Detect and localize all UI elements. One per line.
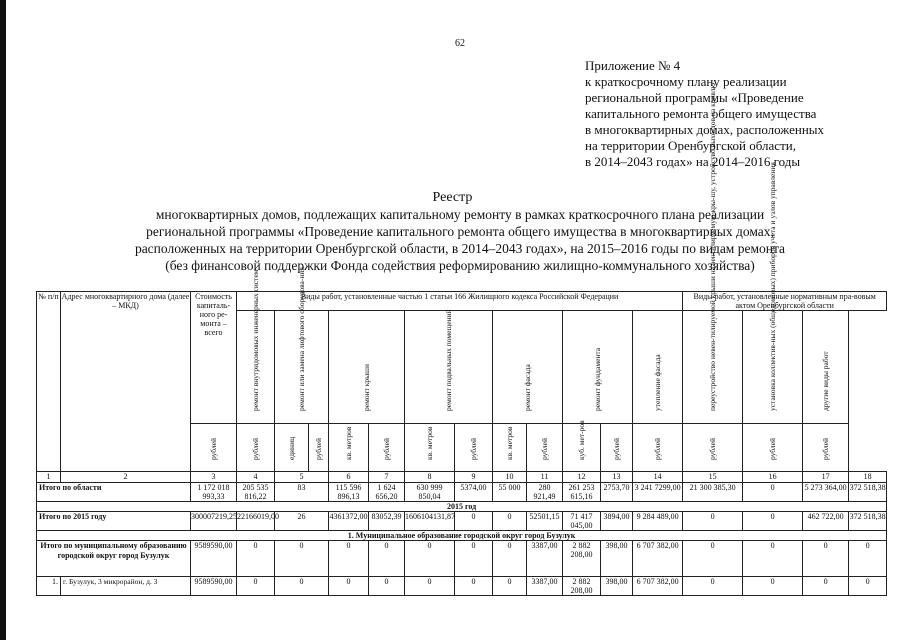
row-label: Итого по 2015 году bbox=[37, 512, 191, 531]
value-cell: 398,00 bbox=[601, 541, 633, 577]
header-work-other: другие виды работ bbox=[803, 311, 849, 424]
value-cell: 83052,39 bbox=[369, 512, 405, 531]
section-row bbox=[37, 531, 887, 541]
unit-label: рублей bbox=[191, 424, 237, 472]
value-cell: 0 bbox=[803, 541, 849, 577]
unit-label: рублей bbox=[601, 424, 633, 472]
header-work-elevator: ремонт или замена лифтового оборудова-ния bbox=[275, 311, 329, 424]
row-label: Итого по муниципальному образованию городской округ город Бузулук bbox=[37, 541, 191, 577]
unit-label: рублей bbox=[369, 424, 405, 472]
value-cell: 0 bbox=[683, 541, 743, 577]
registry-title: Реестр bbox=[432, 190, 473, 205]
value-cell: 21 300 385,30 bbox=[683, 483, 743, 502]
value-cell: 6 707 382,00 bbox=[633, 541, 683, 577]
unit-label: рублей bbox=[455, 424, 493, 472]
value-cell: 0 bbox=[455, 541, 493, 577]
value-cell: 0 bbox=[237, 541, 275, 577]
registry-subtitle-line: (без финансовой поддержки Фонда содействия реформированию жилищно-коммунального хозяйства) bbox=[165, 258, 755, 273]
header-work-basement: ремонт подвальных помещений bbox=[405, 311, 493, 424]
column-number: 16 bbox=[743, 472, 803, 483]
value-cell: 462 722,00 bbox=[803, 512, 849, 531]
header-group-regional: Виды работ, установленные нормативным пра-вовым актом Оренбургской области bbox=[683, 292, 887, 311]
header-work-foundation: ремонт фундамента bbox=[563, 311, 633, 424]
value-cell: 83 bbox=[275, 483, 329, 502]
value-cell: 0 bbox=[237, 577, 275, 596]
value-cell: 71 417 045,00 bbox=[563, 512, 601, 531]
registry-subtitle-line: расположенных на территории Оренбургской области, в 2014–2043 годах», на 2015–2016 годы по видам ремонта bbox=[134, 241, 786, 256]
table-row bbox=[37, 577, 887, 596]
unit-label: рублей bbox=[237, 424, 275, 472]
header-work-facade: ремонт фасада bbox=[493, 311, 563, 424]
value-cell: 115 596 896,13 bbox=[329, 483, 369, 502]
appendix-line: в многоквартирных домах, расположенных bbox=[585, 122, 825, 137]
value-cell: 0 bbox=[849, 541, 887, 577]
column-number: 11 bbox=[527, 472, 563, 483]
value-cell: 0 bbox=[275, 577, 329, 596]
value-cell: 22166019,00 bbox=[237, 512, 275, 531]
header-work-roof: ремонт крыши bbox=[329, 311, 405, 424]
value-cell: 1 624 656,20 bbox=[369, 483, 405, 502]
value-cell: 0 bbox=[369, 541, 405, 577]
registry-subtitle-line: региональной программы «Проведение капитального ремонта общего имущества в многоквартирных домах, bbox=[146, 224, 774, 239]
unit-label: рублей bbox=[803, 424, 849, 472]
value-cell: 300007219,25 bbox=[191, 512, 237, 531]
value-cell: 2 882 208,00 bbox=[563, 541, 601, 577]
section-title: 1. Муниципальное образование городской округ город Бузулук bbox=[37, 531, 887, 541]
year-row bbox=[37, 502, 887, 512]
header-address: Адрес многоквартирного дома (далее – МКД) bbox=[61, 292, 191, 472]
header-group-housing-code: Виды работ, установленные частью 1 статьи 166 Жилищного кодекса Российской Федерации bbox=[237, 292, 683, 311]
row-label: Итого по области bbox=[37, 483, 191, 502]
value-cell: 0 bbox=[329, 541, 369, 577]
value-cell: 6 707 382,00 bbox=[633, 577, 683, 596]
value-cell: 0 bbox=[369, 577, 405, 596]
value-cell: 261 253 615,16 bbox=[563, 483, 601, 502]
value-cell: 0 bbox=[743, 512, 803, 531]
value-cell: 26 bbox=[275, 512, 329, 531]
value-cell: 1606104131,87 bbox=[405, 512, 455, 531]
value-cell: 0 bbox=[803, 577, 849, 596]
unit-label: рублей bbox=[633, 424, 683, 472]
appendix-line: капитального ремонта общего имущества bbox=[585, 106, 817, 121]
value-cell: 0 bbox=[275, 541, 329, 577]
total-municipality-row bbox=[37, 541, 887, 577]
column-number: 12 bbox=[563, 472, 601, 483]
value-cell: 398,00 bbox=[601, 577, 633, 596]
page-number: 62 bbox=[455, 38, 465, 49]
unit-label: рублей bbox=[527, 424, 563, 472]
column-number: 13 bbox=[601, 472, 633, 483]
value-cell: 630 999 850,04 bbox=[405, 483, 455, 502]
value-cell: 372 518,38 bbox=[849, 512, 887, 531]
header-num: № п/п bbox=[37, 292, 61, 472]
value-cell: 0 bbox=[743, 541, 803, 577]
column-number: 2 bbox=[61, 472, 191, 483]
header-work-engineering: ремонт внутридомовых инженерных систем bbox=[237, 311, 275, 424]
value-cell: 0 bbox=[405, 541, 455, 577]
value-cell: 3387,00 bbox=[527, 541, 563, 577]
column-number: 1 bbox=[37, 472, 61, 483]
appendix-line: в 2014–2043 годах» на 2014–2016 годы bbox=[585, 154, 801, 169]
column-number: 3 bbox=[191, 472, 237, 483]
unit-label: рублей bbox=[683, 424, 743, 472]
value-cell: 0 bbox=[683, 577, 743, 596]
value-cell: 2 882 208,00 bbox=[563, 577, 601, 596]
unit-label: кв. метров bbox=[329, 424, 369, 472]
unit-label: рублей bbox=[743, 424, 803, 472]
column-number: 8 bbox=[405, 472, 455, 483]
row-address: г. Бузулук, 3 микрорайон, д. 3 bbox=[61, 577, 191, 596]
appendix-line: Приложение № 4 bbox=[585, 58, 681, 73]
value-cell: 9 284 489,00 bbox=[633, 512, 683, 531]
header-work-insulation: утепление фасада bbox=[633, 311, 683, 424]
value-cell: 3387,00 bbox=[527, 577, 563, 596]
appendix-line: к краткосрочному плану реализации bbox=[585, 74, 787, 89]
unit-label: единиц bbox=[275, 424, 309, 472]
value-cell: 0 bbox=[455, 577, 493, 596]
value-cell: 205 535 816,22 bbox=[237, 483, 275, 502]
column-numbers-row bbox=[37, 472, 887, 483]
header-cost: Стоимость капиталь-ного ре-монта – всего bbox=[191, 292, 237, 424]
value-cell: 5374,00 bbox=[455, 483, 493, 502]
year-label: 2015 год bbox=[37, 502, 887, 512]
column-number: 6 bbox=[329, 472, 369, 483]
column-number: 7 bbox=[369, 472, 405, 483]
value-cell: 0 bbox=[405, 577, 455, 596]
registry-subtitle bbox=[60, 206, 860, 274]
scan-edge-bar bbox=[0, 0, 6, 640]
value-cell: 0 bbox=[683, 512, 743, 531]
column-number: 4 bbox=[237, 472, 275, 483]
column-number: 15 bbox=[683, 472, 743, 483]
value-cell: 1 172 018 993,33 bbox=[191, 483, 237, 502]
value-cell: 0 bbox=[743, 483, 803, 502]
value-cell: 0 bbox=[493, 541, 527, 577]
total-2015-row bbox=[37, 512, 887, 531]
row-number: 1. bbox=[37, 577, 61, 596]
value-cell: 3894,00 bbox=[601, 512, 633, 531]
unit-label: куб. мет-ров bbox=[563, 424, 601, 472]
column-number: 9 bbox=[455, 472, 493, 483]
value-cell: 0 bbox=[743, 577, 803, 596]
appendix-line: региональной программы «Проведение bbox=[585, 90, 804, 105]
value-cell: 9589590,00 bbox=[191, 541, 237, 577]
unit-label: кв. метров bbox=[405, 424, 455, 472]
header-work-meters: установка коллектив-ных (общедомовых) приборов учета и узлов управления bbox=[743, 311, 803, 424]
unit-label: рублей bbox=[309, 424, 329, 472]
value-cell: 52501,15 bbox=[527, 512, 563, 531]
header-work-roof-conversion: переустройство невен-тилируемой крыши на вентилируемую кры-шу, устройство выхо-дов на кровлю bbox=[683, 311, 743, 424]
appendix-block bbox=[585, 58, 824, 170]
column-number: 18 bbox=[849, 472, 887, 483]
value-cell: 9589590,00 bbox=[191, 577, 237, 596]
value-cell: 5 273 364,00 bbox=[803, 483, 849, 502]
value-cell: 4361372,00 bbox=[329, 512, 369, 531]
value-cell: 3 241 7299,00 bbox=[633, 483, 683, 502]
unit-label: кв. метров bbox=[493, 424, 527, 472]
total-region-row bbox=[37, 483, 887, 502]
value-cell: 280 921,49 bbox=[527, 483, 563, 502]
value-cell: 0 bbox=[455, 512, 493, 531]
value-cell: 55 000 bbox=[493, 483, 527, 502]
column-number: 14 bbox=[633, 472, 683, 483]
column-number: 10 bbox=[493, 472, 527, 483]
value-cell: 0 bbox=[849, 577, 887, 596]
column-number: 17 bbox=[803, 472, 849, 483]
value-cell: 0 bbox=[493, 512, 527, 531]
appendix-line: на территории Оренбургской области, bbox=[585, 138, 796, 153]
value-cell: 0 bbox=[493, 577, 527, 596]
value-cell: 0 bbox=[329, 577, 369, 596]
column-number: 5 bbox=[275, 472, 329, 483]
value-cell: 372 518,38 bbox=[849, 483, 887, 502]
registry-subtitle-line: многоквартирных домов, подлежащих капитальному ремонту в рамках краткосрочного плана реализации bbox=[155, 207, 765, 222]
value-cell: 2753,70 bbox=[601, 483, 633, 502]
